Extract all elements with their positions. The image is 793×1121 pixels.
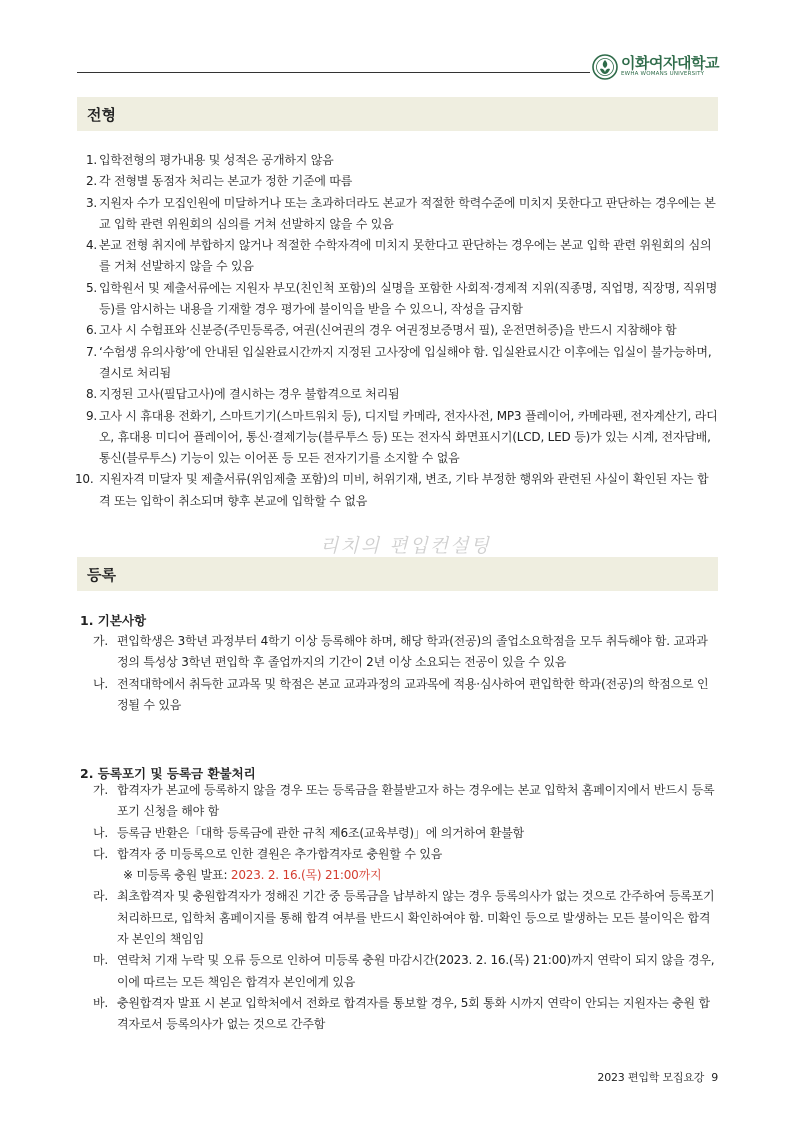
list-item: 6. 고사 시 수험표와 신분증(주민등록증, 여권(신여권의 경우 여권정보증명서 필), 운전면허증)을 반드시 지참해야 함 [85,323,677,338]
section-title-selection: 전형 [87,105,116,124]
list-item: 마. 연락처 기재 누락 및 오류 등으로 인하여 미등록 충원 마감시간(2023. 2. 16.(목) 21:00)까지 연락이 되지 않을 경우, 이에 따르는 모든 책임은 합격자 본인에게 있음 [93,953,715,989]
list-item: 5. 입학원서 및 제출서류에는 지원자 부모(친인척 포함)의 실명을 포함한 사회적·경제적 지위(직종명, 직업명, 직장명, 직위명 등)를 암시하는 내용을 기재할 경우 평가에 불이익을 받을 수 있으니, 작성을 금지함 [85,280,718,317]
list-item: 나. 전적대학에서 취득한 교과목 및 학점은 본교 교과과정의 교과목에 적용·심사하여 편입학한 학과(전공)의 학점으로 인정될 수 있음 [93,676,709,712]
watermark-korean: 리치의 편입컨설팅 [320,535,491,557]
logo-english-name: EWHA WOMANS UNIVERSITY [621,71,705,78]
list-item: 바. 충원합격자 발표 시 본교 입학처에서 전화로 합격자를 통보할 경우, 5회 통화 시까지 연락이 안되는 지원자는 충원 합격자로서 등록의사가 없는 것으로 간주함 [93,995,710,1032]
footer-label: 2023 편입학 모집요강 [597,1071,705,1084]
list-item: 라. 최초합격자 및 충원합격자가 정해진 기간 중 등록금을 납부하지 않는 경우 등록의사가 없는 것으로 간주하여 등록포기 처리하므로, 입학처 홈페이지를 통해 합격 여부를 반드시 확인하여야 함. 미확인 등으로 발생하는 모든 불이익은 합격자 본인의 책임임 [93,889,715,947]
basics-list [93,631,719,716]
list-item: 10. 지원자격 미달자 및 제출서류(위임제출 포함)의 미비, 허위기재, 변조, 기타 부정한 행위와 관련된 사실이 확인된 자는 합격 또는 입학이 취소되며 향후 본교에 입학할 수 없음 [75,472,709,508]
list-item: 9. 고사 시 휴대용 전화기, 스마트기기(스마트워치 등), 디지털 카메라, 전자사전, MP3 플레이어, 카메라펜, 전자계산기, 라디오, 휴대용 미디어 플레이어, 통신·결제기능(블루투스 등) 또는 전자식 화면표시기(LCD, LED 등)가 있는 시계, 전자담배, 통신(블루투스) 기능이 있는 이어폰 등 모든 전자기기를 소지할 수 없음 [85,408,718,466]
selection-rules-list [75,150,719,512]
list-item: 가. 편입학생은 3학년 과정부터 4학기 이상 등록해야 하며, 해당 학과(전공)의 졸업소요학점을 모두 취득해야 함. 교과과정의 특성상 3학년 편입학 후 졸업까지의 기간이 2년 이상 소요되는 전공이 있을 수 있음 [93,634,708,670]
university-emblem-icon [592,54,618,80]
list-item: 다. 합격자 중 미등록으로 인한 결원은 추가합격자로 충원할 수 있음 [93,846,443,861]
university-logo [592,54,719,80]
list-item: 가. 합격자가 본교에 등록하지 않을 경우 또는 등록금을 환불받고자 하는 경우에는 본교 입학처 홈페이지에서 반드시 등록포기 신청을 해야 함 [93,783,715,819]
subsection-heading-refund: 2. 등록포기 및 등록금 환불처리 [80,766,256,781]
announcement-note: ※ 미등록 충원 발표: 2023. 2. 16.(목) 21:00까지 [123,868,382,883]
list-item: 2. 각 전형별 동점자 처리는 본교가 정한 기준에 따름 [85,174,353,189]
subsection-heading-basics: 1. 기본사항 [80,613,147,628]
announcement-deadline: 2023. 2. 16.(목) 21:00까지 [230,868,382,883]
section-header-registration [77,557,718,591]
page-number: 9 [711,1071,718,1084]
page-footer [570,1069,718,1085]
section-header-selection [77,97,718,131]
refund-list [93,780,719,1036]
logo-korean-name: 이화여자대학교 [621,54,719,73]
list-item: 8. 지정된 고사(필답고사)에 결시하는 경우 불합격으로 처리됨 [85,387,400,402]
section-title-registration: 등록 [87,565,116,584]
list-item: 4. 본교 전형 취지에 부합하지 않거나 적절한 수학자격에 미치지 못한다고 판단하는 경우에는 본교 입학 관련 위원회의 심의를 거쳐 선발하지 않을 수 있음 [85,238,712,274]
header-rule [77,72,590,73]
list-item: 나. 등록금 반환은「대학 등록금에 관한 규칙 제6조(교육부령)」에 의거하여 환불함 [93,825,525,840]
list-item: 1. 입학전형의 평가내용 및 성적은 공개하지 않음 [85,153,334,167]
list-item: 7. ‘수험생 유의사항’에 안내된 입실완료시간까지 지정된 고사장에 입실해야 함. 입실완료시간 이후에는 입실이 불가능하며, 결시로 처리됨 [85,344,712,380]
list-item: 3. 지원자 수가 모집인원에 미달하거나 또는 초과하더라도 본교가 적절한 학력수준에 미치지 못한다고 판단하는 경우에는 본교 입학 관련 위원회의 심의를 거쳐 선발하지 않을 수 있음 [85,195,716,231]
